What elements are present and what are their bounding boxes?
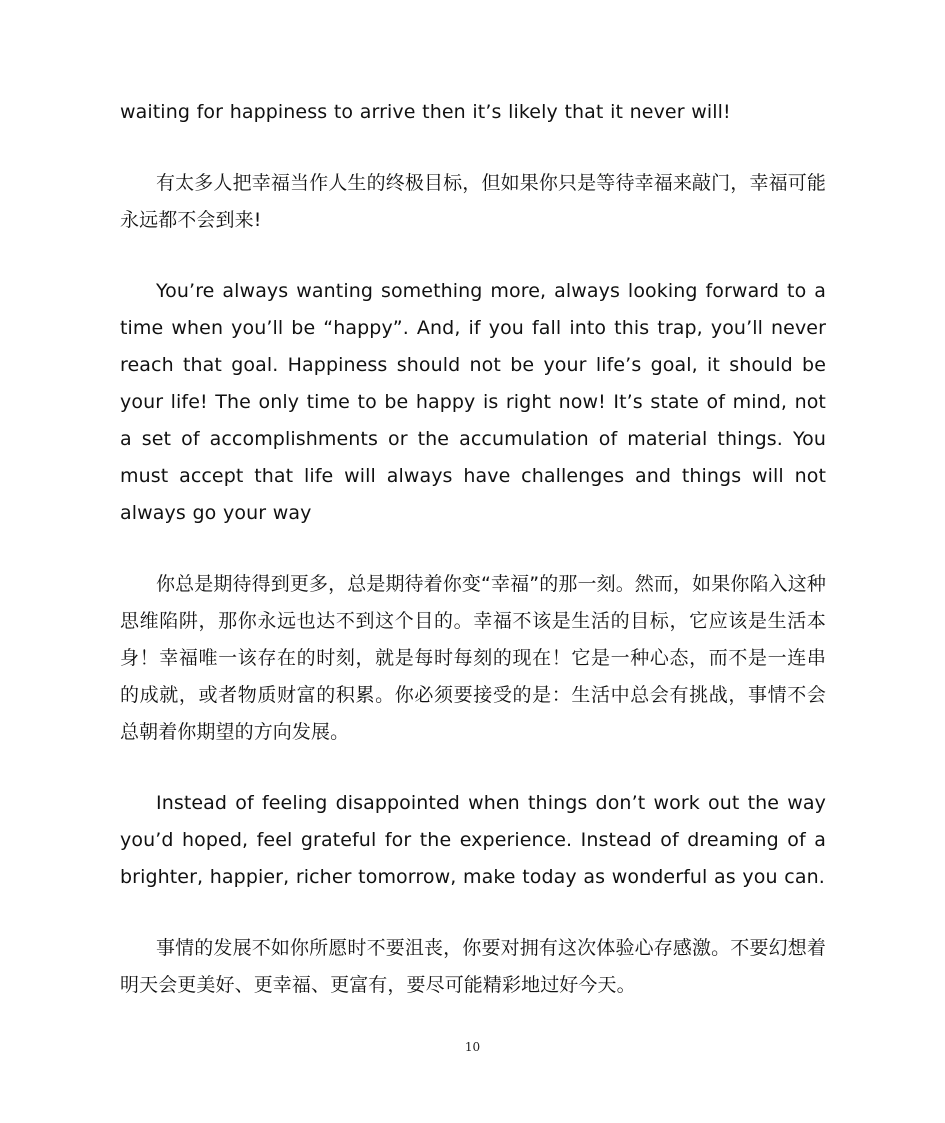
paragraph-spacer [120,896,826,930]
paragraph-english-2: You’re always wanting something more, always looking forward to a time when you’ll be “happy”. And, if you fall into this trap, you’ll never reach that goal. Happiness should not be your life’s goal, it should be your life! The only time to be happy is right now! It’s state of mind, not a set of accomplishments or the accumulation of material things. You must accept that life will always have challenges and things will not always go your way [120,280,826,524]
paragraph-english-3: Instead of feeling disappointed when things don’t work out the way you’d hoped, feel grateful for the experience. Instead of dreaming of a brighter, happier, richer tomorrow, make today as wonderful as you can. [120,792,826,888]
paragraph-spacer [120,532,826,566]
paragraph-spacer [120,131,826,165]
paragraph-spacer [120,751,826,785]
paragraph-chinese-2: 你总是期待得到更多，总是期待着你变“幸福”的那一刻。然而，如果你陷入这种思维陷阱，那你永远也达不到这个目的。幸福不该是生活的目标，它应该是生活本身！幸福唯一该存在的时刻，就是每时每刻的现在！它是一种心态，而不是一连串的成就，或者物质财富的积累。你必须要接受的是：生活中总会有挑战，事情不会总朝着你期望的方向发展。 [120,573,826,743]
paragraph-chinese-1: 有太多人把幸福当作人生的终极目标，但如果你只是等待幸福来敲门，幸福可能永远都不会到来! [120,172,826,231]
page-number: 10 [464,1040,481,1054]
paragraph-spacer [120,239,826,273]
paragraph-chinese-3: 事情的发展不如你所愿时不要沮丧，你要对拥有这次体验心存感激。不要幻想着明天会更美好、更幸福、更富有，要尽可能精彩地过好今天。 [120,937,826,996]
paragraph-english-1: waiting for happiness to arrive then it’s likely that it never will! [120,101,731,123]
document-body [120,94,826,1004]
